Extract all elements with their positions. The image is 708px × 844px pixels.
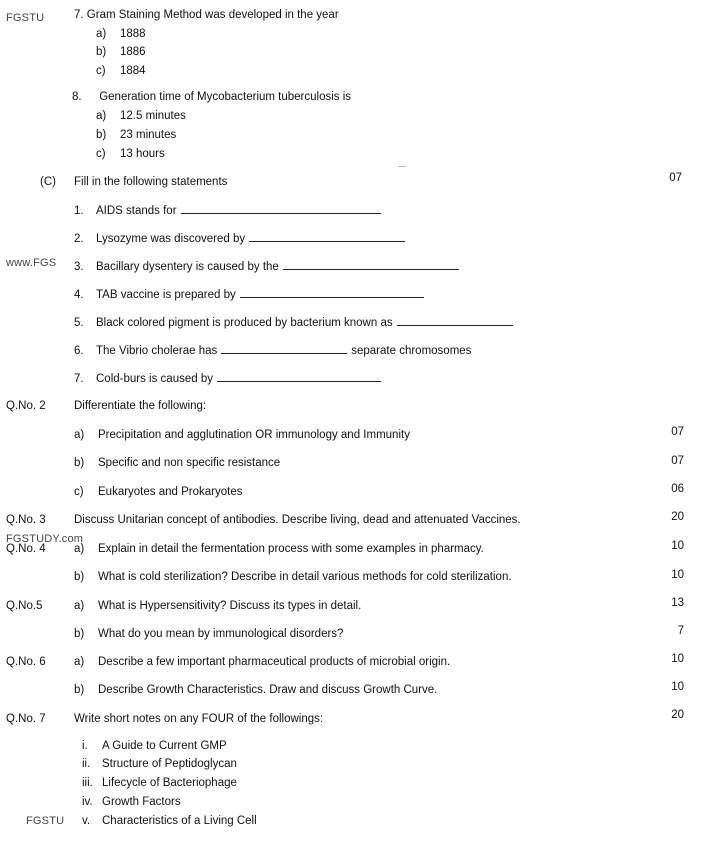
q2-number: Q.No. 2 bbox=[6, 400, 46, 412]
q7-item: ii. Structure of Peptidoglycan bbox=[82, 758, 237, 770]
option: b) 23 minutes bbox=[96, 129, 177, 141]
q3-marks: 20 bbox=[671, 511, 684, 523]
option: c) 13 hours bbox=[96, 148, 165, 160]
q5-part-b-marks: 7 bbox=[677, 625, 684, 637]
fill-item: 6. The Vibrio cholerae has separate chromosomes bbox=[74, 345, 472, 357]
question-text: Gram Staining Method was developed in the year bbox=[86, 9, 339, 21]
q4-part-b-marks: 10 bbox=[671, 569, 684, 581]
q5-number: Q.No.5 bbox=[6, 600, 43, 612]
option: c) 1884 bbox=[96, 65, 146, 77]
fill-item: 3. Bacillary dysentery is caused by the bbox=[74, 259, 459, 274]
section-c-heading: (C) Fill in the following statements bbox=[40, 176, 228, 188]
question-8 bbox=[72, 90, 351, 104]
q7-item: i. A Guide to Current GMP bbox=[82, 740, 227, 752]
q7-text: Write short notes on any FOUR of the followings: bbox=[74, 713, 324, 725]
q7-item: v. Characteristics of a Living Cell bbox=[82, 815, 257, 827]
q7-item: iii. Lifecycle of Bacteriophage bbox=[82, 777, 237, 789]
q6-part-b-marks: 10 bbox=[671, 681, 684, 693]
q6-number: Q.No. 6 bbox=[6, 656, 46, 668]
section-c-marks: 07 bbox=[669, 172, 682, 184]
question-7 bbox=[74, 8, 339, 22]
question-text: Generation time of Mycobacterium tuberculosis is bbox=[99, 91, 352, 103]
q5-part-a-marks: 13 bbox=[671, 597, 684, 609]
q2-part-c-marks: 06 bbox=[671, 483, 684, 495]
q6-part-b: b) Describe Growth Characteristics. Draw and discuss Growth Curve. bbox=[74, 684, 438, 696]
q3-number: Q.No. 3 bbox=[6, 514, 46, 526]
question-number: 7. bbox=[74, 9, 84, 21]
fill-item: 7. Cold-burs is caused by bbox=[74, 371, 381, 386]
question-number: 8. bbox=[72, 91, 82, 103]
fill-item: 1. AIDS stands for bbox=[74, 203, 381, 218]
q6-part-a: a) Describe a few important pharmaceutical products of microbial origin. bbox=[74, 656, 451, 668]
option: a) 1888 bbox=[96, 28, 146, 40]
q4-part-a-marks: 10 bbox=[671, 540, 684, 552]
watermark: FGSTU bbox=[26, 815, 65, 827]
watermark: FGSTUDY.com bbox=[6, 533, 84, 545]
q4-part-b: b) What is cold sterilization? Describe in detail various methods for cold sterilization. bbox=[74, 571, 512, 583]
q2-part-b: b) Specific and non specific resistance bbox=[74, 457, 281, 469]
watermark: www.FGS bbox=[6, 257, 57, 269]
option: b) 1886 bbox=[96, 46, 146, 58]
q4-part-a: a) Explain in detail the fermentation process with some examples in pharmacy. bbox=[74, 543, 484, 555]
q2-part-a-marks: 07 bbox=[671, 426, 684, 438]
q5-part-a: a) What is Hypersensitivity? Discuss its types in detail. bbox=[74, 600, 362, 612]
q2-part-b-marks: 07 bbox=[671, 455, 684, 467]
q2-part-a: a) Precipitation and agglutination OR immunology and Immunity bbox=[74, 429, 410, 441]
q7-item: iv. Growth Factors bbox=[82, 796, 181, 808]
scan-smudge bbox=[398, 166, 406, 167]
q7-number: Q.No. 7 bbox=[6, 713, 46, 725]
fill-item: 5. Black colored pigment is produced by bacterium known as bbox=[74, 315, 513, 330]
watermark: FGSTU bbox=[6, 12, 45, 24]
option: a) 12.5 minutes bbox=[96, 110, 186, 122]
q6-part-a-marks: 10 bbox=[671, 653, 684, 665]
q7-marks: 20 bbox=[671, 709, 684, 721]
q2-part-c: c) Eukaryotes and Prokaryotes bbox=[74, 486, 243, 498]
fill-item: 2. Lysozyme was discovered by bbox=[74, 231, 405, 246]
fill-item: 4. TAB vaccine is prepared by bbox=[74, 287, 424, 302]
q5-part-b: b) What do you mean by immunological disorders? bbox=[74, 628, 344, 640]
q4-number: Q.No. 4 bbox=[6, 543, 46, 555]
q3-text: Discuss Unitarian concept of antibodies. Describe living, dead and attenuated Vaccines. bbox=[74, 514, 521, 526]
q2-title: Differentiate the following: bbox=[74, 400, 207, 412]
